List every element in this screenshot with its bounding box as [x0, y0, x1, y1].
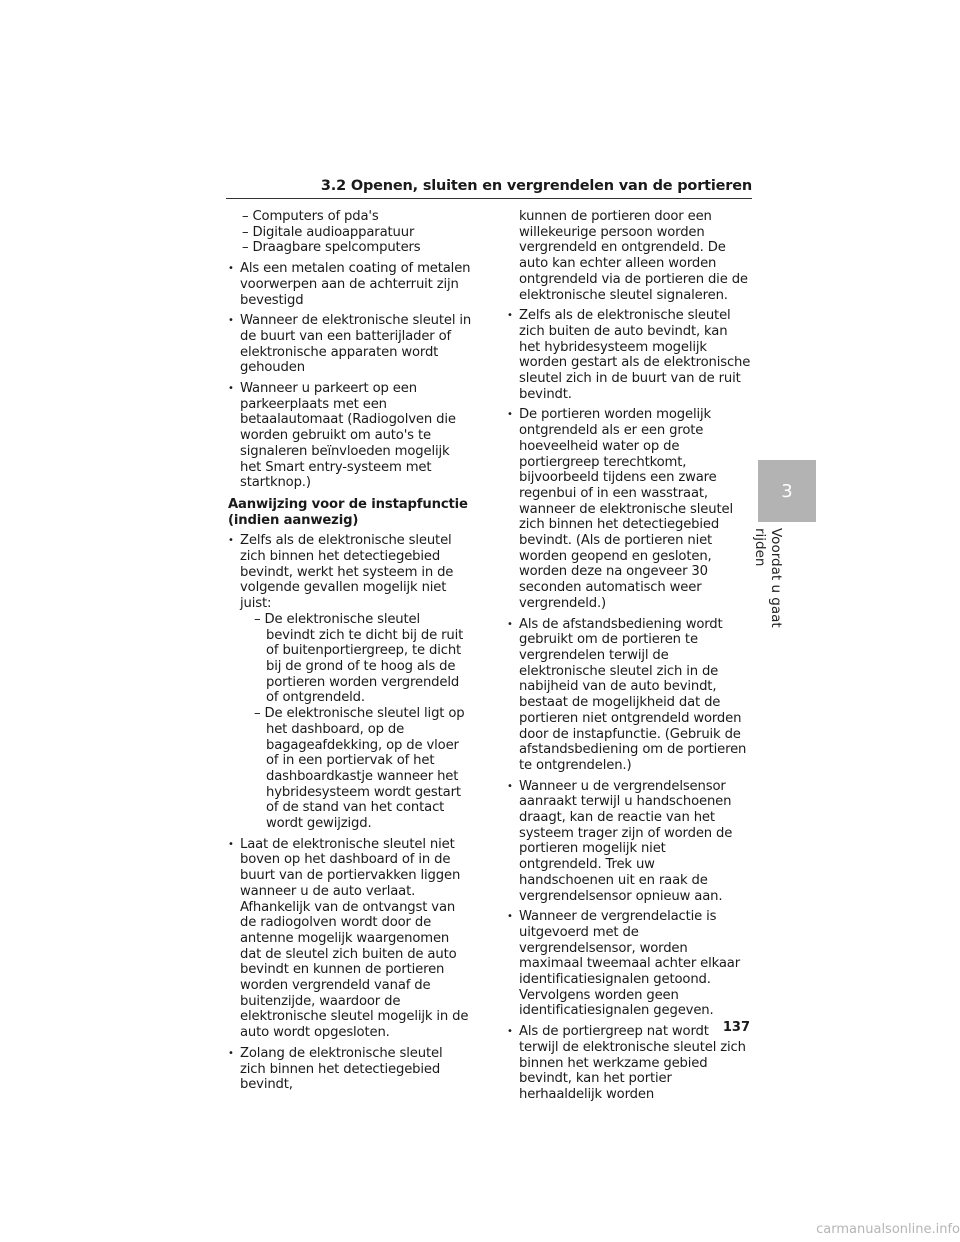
bullet-list [228, 261, 472, 491]
list-item: • Laat de elektronische sleutel niet boven op het dashboard of in de buurt van de portiervakken liggen wanneer u de auto verlaat. Afhankelijk van de ontvangst van de radiogolven wordt door de antenne mogelijk waargenomen dat de sleutel zich buiten de auto bevindt en kunnen de portieren worden vergrendeld vanaf de buitenzijde, waardoor de elektronische sleutel mogelijk in de auto wordt opgesloten. [228, 837, 472, 1041]
list-item: • Zolang de elektronische sleutel zich binnen het detectiegebied bevindt, [228, 1046, 472, 1093]
list-item [228, 533, 472, 831]
list-item-text: Zelfs als de elektronische sleutel zich binnen het detectiegebied bevindt, werkt het systeem in de volgende gevallen mogelijk niet juist: [240, 533, 454, 612]
list-item: • Als de afstandsbediening wordt gebruikt om de portieren te vergrendelen terwijl de elektronische sleutel zich in de nabijheid van de auto bevindt, bestaat de mogelijkheid dat de portieren niet ontgrendeld worden door de instapfunctie. (Gebruik de afstandsbediening om de portieren te ontgrendelen.) [507, 617, 751, 774]
dash-item: – Draagbare spelcomputers [242, 240, 421, 256]
list-item: • Wanneer u de vergrendelsensor aanraakt terwijl u handschoenen draagt, kan de reactie van het systeem trager zijn of worden de portieren mogelijk niet ontgrendeld. Trek uw handschoenen uit en raak de vergrendelsensor opnieuw aan. [507, 779, 751, 905]
footer-watermark: carmanualsonline.info [816, 1222, 960, 1237]
sub-item: – De elektronische sleutel bevindt zich te dicht bij de ruit of buitenportiergreep, te dicht bij de grond of te hoog als de portieren worden vergrendeld of ontgrendeld. [254, 611, 464, 706]
list-item: • Als de portiergreep nat wordt terwijl de elektronische sleutel zich binnen het werkzame gebied bevindt, kan het portier herhaaldelijk worden [507, 1024, 751, 1103]
list-item: • Wanneer de elektronische sleutel in de buurt van een batterijlader of elektronische apparaten wordt gehouden [228, 313, 472, 376]
sub-item: – De elektronische sleutel ligt op het dashboard, op de bagageafdekking, op de vloer of in een portiervak of het dashboardkastje wanneer het hybridesysteem wordt gestart of de stand van het contact wordt gewijzigd. [254, 706, 465, 832]
continuation-paragraph: kunnen de portieren door een willekeurige persoon worden vergrendeld en ontgrendeld. De auto kan echter alleen worden ontgrendeld via de portieren die de elektronische sleutel signaleren. [519, 209, 748, 303]
dash-item: – Computers of pda's [242, 209, 379, 224]
chapter-label: Voordat u gaat rijden [752, 528, 784, 628]
dash-item: – Digitale audioapparatuur [242, 224, 415, 240]
bullet-list [228, 533, 472, 1093]
bullet-list [507, 308, 751, 1102]
list-item: • Als een metalen coating of metalen voorwerpen aan de achterruit zijn bevestigd [228, 261, 472, 308]
chapter-tab [758, 460, 816, 522]
left-column [228, 209, 472, 1093]
section-header: 3.2 Openen, sluiten en vergrendelen van de portieren [226, 178, 752, 199]
list-item: • Wanneer de vergrendelactie is uitgevoerd met de vergrendelsensor, worden maximaal tweemaal achter elkaar identificatiesignalen getoond. Vervolgens worden geen identificatiesignalen gegeven. [507, 909, 751, 1019]
list-item: • De portieren worden mogelijk ontgrendeld als er een grote hoeveelheid water op de portiergreep terechtkomt, bijvoorbeeld tijdens een zware regenbui of in een wasstraat, wanneer de elektronische sleutel zich binnen het detectiegebied bevindt. (Als de portieren niet worden geopend en gesloten, worden deze na ongeveer 30 seconden automatisch weer vergrendeld.) [507, 407, 751, 611]
subheading: Aanwijzing voor de instapfunctie (indien aanwezig) [228, 496, 468, 528]
page-number: 137 [722, 1020, 750, 1035]
right-column [507, 209, 751, 1103]
list-item: • Wanneer u parkeert op een parkeerplaats met een betaalautomaat (Radiogolven die worden gebruikt om auto's te signaleren beïnvloeden mogelijk het Smart entry-systeem met startknop.) [228, 381, 472, 491]
chapter-number: 3 [781, 480, 793, 502]
list-item: • Zelfs als de elektronische sleutel zich buiten de auto bevindt, kan het hybridesysteem mogelijk worden gestart als de elektronische sleutel zich in de buurt van de ruit bevindt. [507, 308, 751, 402]
